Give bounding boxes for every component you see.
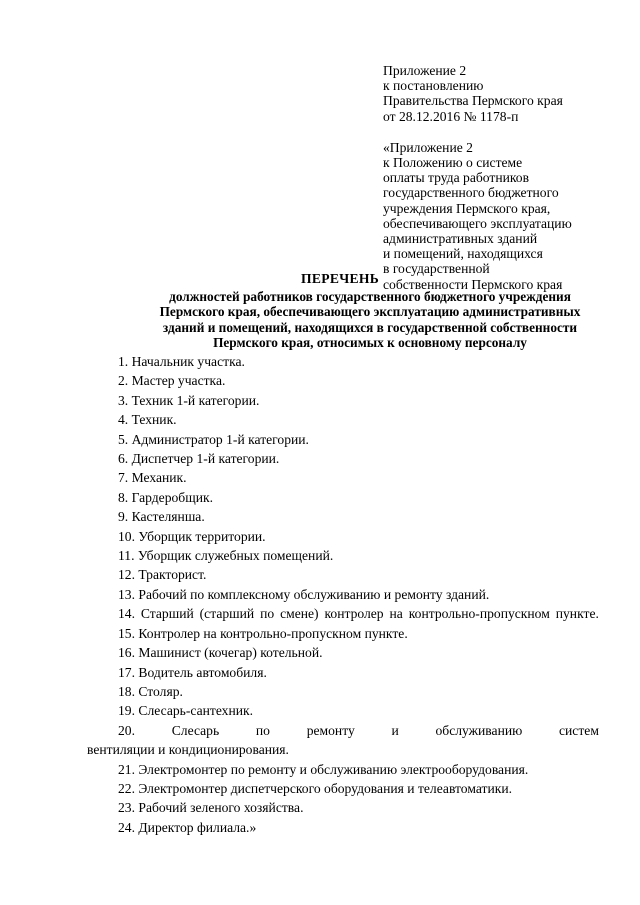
subtitle-line: должностей работников государственного бюджетного учреждения — [169, 289, 571, 304]
list-item: 12. Тракторист. — [118, 567, 207, 583]
list-item: 8. Гардеробщик. — [118, 489, 213, 505]
regulation-line: государственного бюджетного — [383, 185, 559, 201]
list-item: 13. Рабочий по комплексному обслуживанию и ремонту зданий. — [118, 586, 490, 602]
list-item: 15. Контролер на контрольно-пропускном пункте. — [118, 625, 408, 641]
appendix-header — [383, 63, 628, 292]
regulation-line: собственности Пермского края — [383, 276, 563, 292]
list-item: 7. Механик. — [118, 470, 187, 486]
appendix-line: Правительства Пермского края — [383, 93, 563, 109]
list-item: 1. Начальник участка. — [118, 354, 245, 369]
regulation-line: административных зданий — [383, 231, 538, 247]
list-item: 24. Директор филиала.» — [118, 819, 257, 835]
list-item: 22. Электромонтер диспетчерского оборудования и телеавтоматики. — [118, 780, 513, 796]
position-list — [87, 352, 599, 837]
list-item: 5. Администратор 1-й категории. — [118, 431, 309, 447]
regulation-line: и помещений, находящихся — [383, 246, 543, 262]
appendix-line: от 28.12.2016 № 1178-п — [383, 108, 519, 124]
list-item: 19. Слесарь-сантехник. — [118, 703, 254, 719]
list-item: 10. Уборщик территории. — [118, 528, 266, 544]
document-subtitle — [90, 289, 640, 351]
regulation-line: обеспечивающего эксплуатацию — [383, 215, 572, 231]
list-item: 11. Уборщик служебных помещений. — [118, 548, 334, 564]
list-item: 20. Слесарь по ремонту и обслуживанию систем вентиляции и кондиционирования. — [87, 722, 599, 758]
list-item: 4. Техник. — [118, 412, 177, 428]
document-title: ПЕРЕЧЕНЬ — [300, 271, 379, 286]
regulation-line: к Положению о системе — [383, 155, 523, 171]
subtitle-line: зданий и помещений, находящихся в государственной собственности — [162, 319, 578, 335]
regulation-line: учреждения Пермского края, — [383, 200, 551, 216]
list-item: 14. Старший (старший по смене) контролер на контрольно-пропускном пункте. — [118, 606, 599, 622]
list-item: 3. Техник 1-й категории. — [118, 392, 260, 408]
regulation-line: оплаты труда работников — [383, 170, 530, 186]
list-item: 21. Электромонтер по ремонту и обслуживанию электрооборудования. — [118, 761, 529, 777]
list-item: 23. Рабочий зеленого хозяйства. — [118, 800, 304, 816]
appendix-line: к постановлению — [383, 78, 484, 94]
subtitle-line: Пермского края, относимых к основному персоналу — [213, 335, 527, 351]
list-item: 16. Машинист (кочегар) котельной. — [118, 645, 323, 661]
regulation-line: «Приложение 2 — [383, 139, 473, 155]
list-item: 2. Мастер участка. — [118, 373, 226, 389]
list-item: 17. Водитель автомобиля. — [118, 664, 267, 680]
list-item: 6. Диспетчер 1-й категории. — [118, 451, 280, 467]
list-item: 18. Столяр. — [118, 683, 183, 699]
list-item: 9. Кастелянша. — [118, 509, 205, 525]
appendix-line: Приложение 2 — [383, 63, 467, 78]
regulation-line: в государственной — [383, 261, 490, 277]
subtitle-line: Пермского края, обеспечивающего эксплуатацию административных — [159, 304, 581, 320]
